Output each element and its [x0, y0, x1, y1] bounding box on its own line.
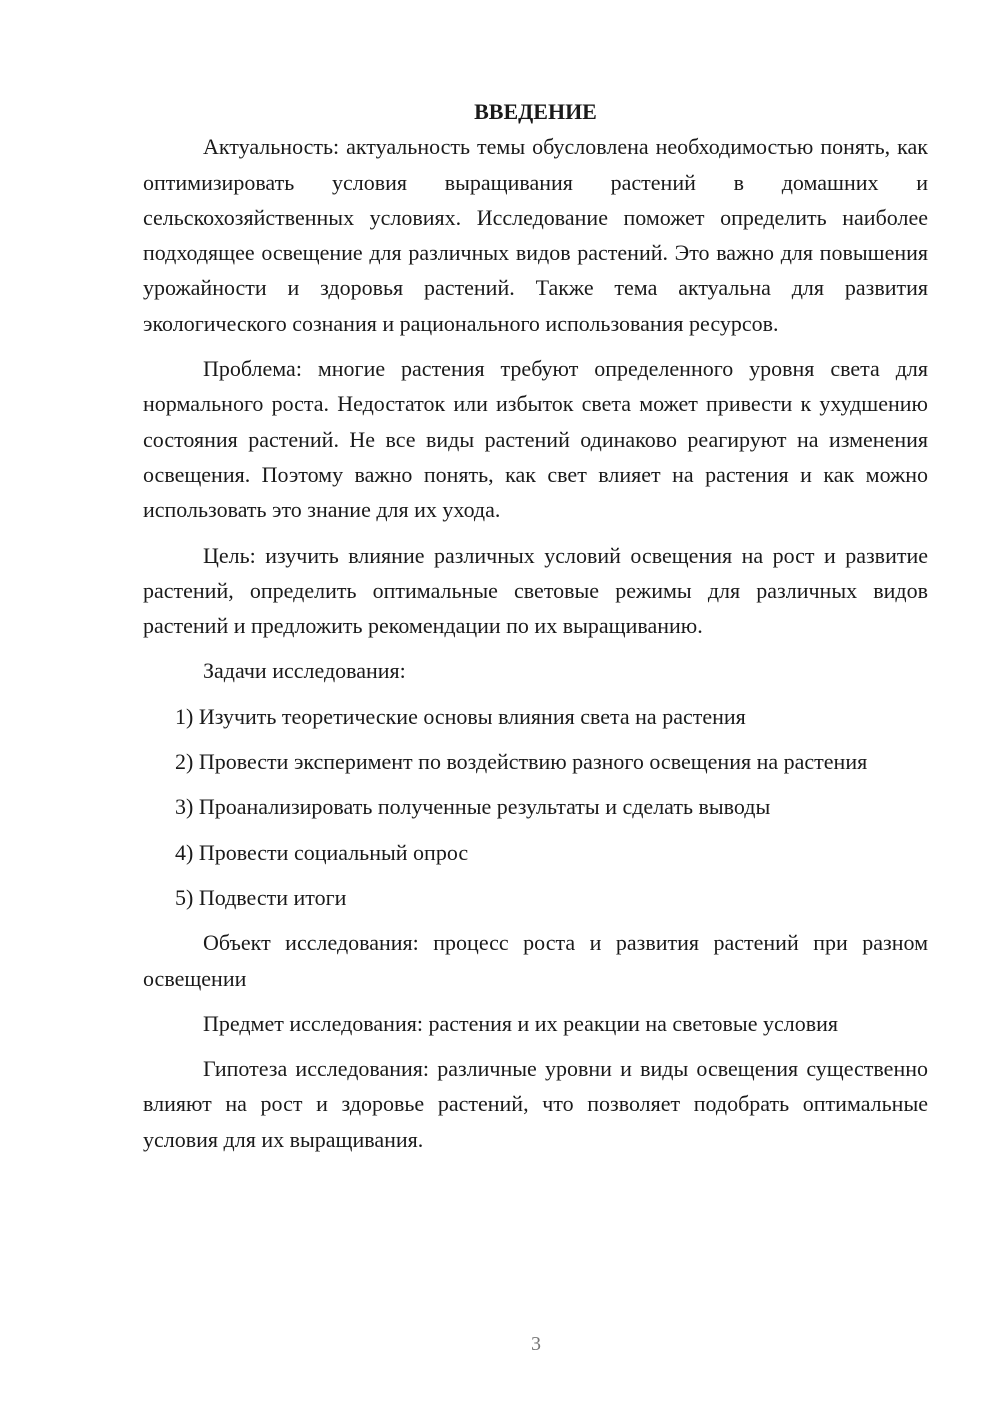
section-title: ВВЕДЕНИЕ — [474, 99, 597, 124]
task-item: 1) Изучить теоретические основы влияния света на растения — [175, 703, 746, 729]
task-item: 3) Проанализировать полученные результаты и сделать выводы — [175, 794, 771, 820]
paragraph-relevance: Актуальность: актуальность темы обусловлена необходимостью понять, как оптимизировать условия выращивания растений в домашних и сельскохозяйственных условиях. Исследование поможет определить наиболее подходящее освещение для различных видов растений. Это важно для повышения урожайности и здоровья растений. Также тема актуальна для развития экологического сознания и рационального использования ресурсов. — [143, 134, 928, 336]
task-item: 2) Провести эксперимент по воздействию разного освещения на растения — [175, 749, 868, 775]
paragraph-object: Объект исследования: процесс роста и развития растений при разном освещении — [143, 930, 928, 991]
paragraph-tasks-heading: Задачи исследования: — [203, 658, 406, 684]
task-item: 5) Подвести итоги — [175, 884, 347, 910]
page-number: 3 — [531, 1333, 541, 1355]
paragraph-problem: Проблема: многие растения требуют определенного уровня света для нормального роста. Недостаток или избыток света может привести к ухудшению состояния растений. Не все виды растений одинаково реагируют на изменения освещения. Поэтому важно понять, как свет влияет на растения и как можно использовать это знание для их ухода. — [143, 356, 928, 523]
paragraph-hypothesis: Гипотеза исследования: различные уровни и виды освещения существенно влияют на рост и здоровье растений, что позволяет подобрать оптимальные условия для их выращивания. — [143, 1056, 928, 1152]
task-item: 4) Провести социальный опрос — [175, 839, 469, 865]
paragraph-subject: Предмет исследования: растения и их реакции на световые условия — [203, 1010, 838, 1036]
document-page — [143, 94, 928, 1167]
paragraph-goal: Цель: изучить влияние различных условий освещения на рост и развитие растений, определить оптимальные световые режимы для различных видов растений и предложить рекомендации по их выращиванию. — [143, 542, 928, 639]
